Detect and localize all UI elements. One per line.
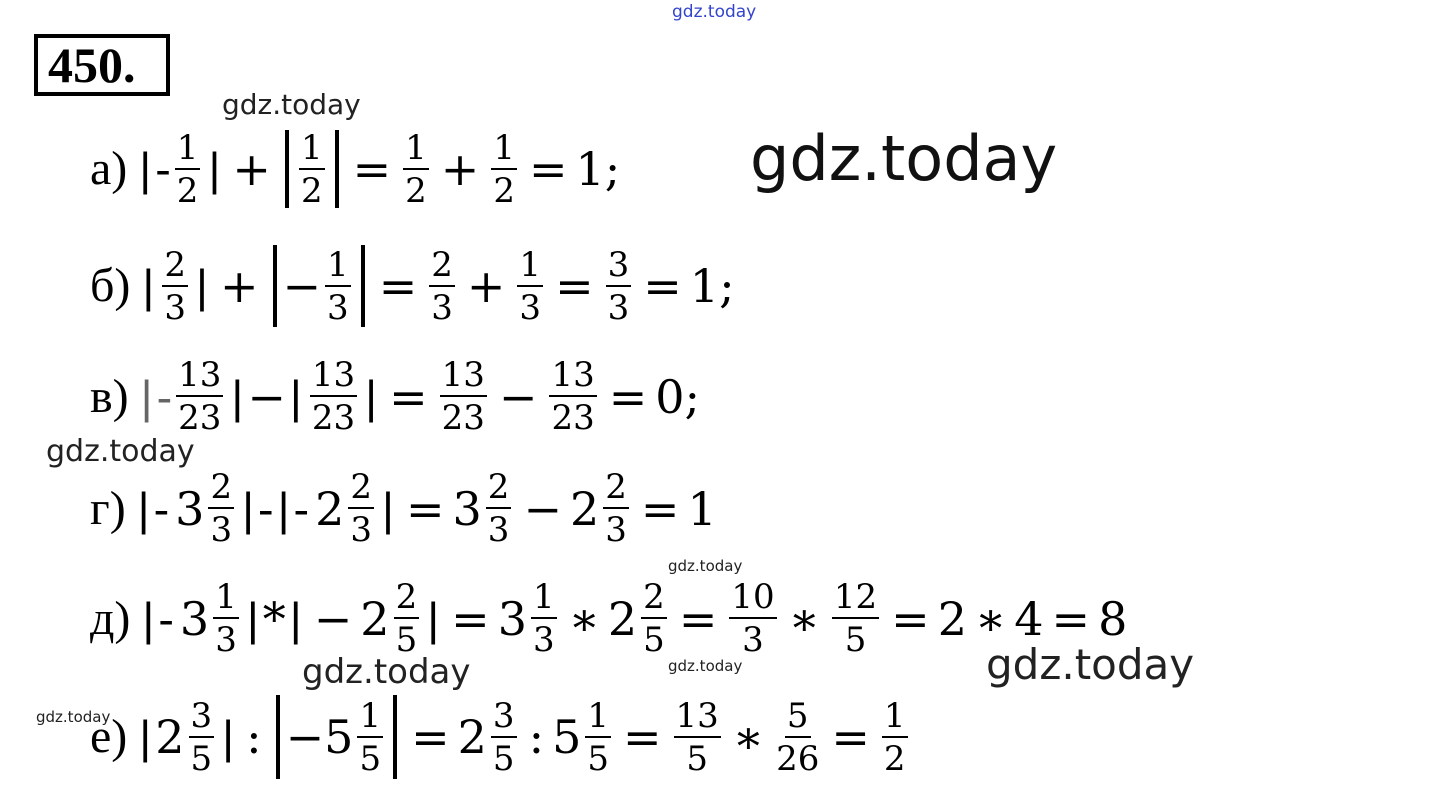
equals-sign: = [451,591,490,646]
minus-sign: - [156,369,173,424]
denominator: 3 [210,510,233,550]
abs-bar: | [196,260,208,312]
equals-sign: = [643,259,682,313]
whole-part: 2 [569,481,600,536]
denominator: 5 [190,738,213,779]
abs-bar-thick [276,695,280,779]
denominator: 5 [643,620,665,660]
multiply-sign: ∗ [974,591,1007,646]
fraction [213,577,239,660]
numerator: 5 [786,695,809,736]
fraction [325,244,351,328]
equals-sign: = [640,481,680,536]
fraction [394,577,420,660]
equals-sign: = [411,710,450,764]
denominator: 2 [176,170,199,211]
fraction [832,577,879,660]
fraction-result [882,695,908,779]
denominator: 3 [350,510,373,550]
whole-part: 3 [497,591,527,646]
denominator: 5 [686,738,708,779]
denominator: 23 [551,398,595,438]
multiply-sign: ∗ [568,591,600,646]
equals-sign: = [891,591,930,646]
minus-sign: - [293,481,310,536]
fraction [606,244,632,328]
denominator: 3 [487,510,510,550]
numerator: 13 [178,355,222,395]
watermark: gdz.today [36,708,111,726]
abs-bar: | [242,482,255,535]
equals-sign: = [352,142,392,196]
item-label: в) [90,369,129,423]
watermark: gdz.today [302,652,471,692]
minus-sign: − [498,369,538,424]
abs-bar: | [139,711,152,763]
fraction [531,577,557,660]
fraction [189,695,215,779]
numerator: 2 [643,577,665,617]
minus-sign: − [282,259,322,313]
numerator: 2 [605,467,627,507]
denominator: 2 [883,738,906,779]
abs-bar: | [140,370,153,423]
result: 1 [687,481,717,536]
denominator: 3 [532,620,555,660]
denominator: 5 [844,620,867,660]
denominator: 5 [395,620,418,660]
numerator: 1 [519,244,542,285]
numerator: 2 [210,467,233,507]
equation-row-d [90,577,1128,660]
fraction [491,695,517,779]
numerator: 2 [350,467,373,507]
numerator: 1 [883,695,906,736]
abs-bar: | [139,143,152,195]
denominator: 3 [519,287,542,328]
fraction [603,467,629,550]
problem-number: 450. [34,34,170,96]
plus-sign: + [232,142,271,196]
numerator: 1 [493,127,515,168]
denominator: 2 [300,170,323,211]
equals-sign: = [389,369,428,424]
result: 8 [1098,591,1128,646]
denominator: 3 [607,287,630,328]
watermark: gdz.today [668,557,743,575]
item-label: д) [90,591,131,645]
equals-sign: = [622,710,662,764]
equals-sign: = [405,481,445,536]
numerator: 1 [587,695,609,736]
whole-part: 2 [607,591,638,646]
whole-part: 3 [452,481,482,536]
abs-bar-thick [335,130,339,208]
equals-sign: = [378,259,418,313]
fraction [176,355,223,438]
numerator: 1 [532,577,555,617]
numerator: 2 [395,577,418,617]
denominator: 3 [605,510,627,550]
denominator: 3 [742,620,764,660]
abs-bar: | [365,370,378,423]
watermark: gdz.today [668,657,743,675]
fraction [310,355,357,438]
minus-sign: − [523,481,562,536]
fraction [175,127,201,211]
product-factor: 4 [1014,591,1044,646]
numerator: 13 [551,355,595,395]
abs-bar: | [246,592,259,645]
whole-part: 3 [179,591,210,646]
fraction [486,467,512,550]
numerator: 13 [675,695,719,736]
watermark-top: gdz.today [672,2,757,22]
abs-bar: | [289,592,302,645]
numerator: 13 [311,355,356,395]
abs-bar: | [222,711,235,763]
fraction [729,577,776,660]
fraction [641,577,667,660]
fraction [429,244,455,328]
abs-bar: | [142,260,155,312]
denominator: 23 [178,398,222,438]
fraction [357,695,383,779]
abs-bar-thick [393,695,397,779]
equals-sign: = [608,369,648,424]
plus-sign: + [440,142,480,196]
minus-sign: − [285,710,325,764]
equals-sign: = [555,259,594,313]
item-label: а) [90,142,128,195]
abs-bar: | [231,370,244,423]
division-sign: : [528,710,545,764]
numerator: 12 [833,577,878,617]
abs-bar-thick [361,245,365,327]
denominator: 5 [587,738,609,779]
fraction [440,355,487,438]
numerator: 1 [176,127,199,168]
whole-part: 2 [360,591,390,646]
abs-bar: | [137,482,150,535]
abs-bar-thick [285,130,289,208]
numerator: 2 [487,467,510,507]
whole-part: 5 [552,710,582,764]
fraction [776,695,820,779]
numerator: 1 [327,244,349,285]
whole-part: 2 [155,710,185,764]
fraction [517,244,543,328]
minus-sign: - [153,481,170,536]
division-sign: : [246,710,262,764]
whole-part: 2 [315,481,345,536]
denominator: 2 [493,170,515,211]
fraction [549,355,596,438]
numerator: 1 [359,695,382,736]
watermark: gdz.today [222,88,361,121]
fraction [585,695,611,779]
result: 1; [575,142,621,196]
equals-sign: = [528,142,568,196]
equation-row-a [90,127,621,211]
denominator: 3 [431,287,453,328]
denominator: 3 [215,620,237,660]
fraction [403,127,429,211]
equation-row-b [90,245,735,327]
abs-bar: | [277,482,290,535]
minus-sign: − [247,369,286,424]
plus-sign: + [466,259,506,313]
numerator: 1 [215,577,237,617]
fraction [208,467,234,550]
minus-sign: - [155,142,171,196]
abs-bar: | [382,482,394,535]
numerator: 1 [300,127,323,168]
denominator: 5 [492,738,515,779]
result: 1; [689,259,735,313]
watermark: gdz.today [986,640,1195,689]
multiply-sign: * [262,591,286,646]
watermark-large: gdz.today [750,122,1058,195]
minus-sign: − [313,591,353,646]
abs-bar: | [208,143,221,195]
numerator: 1 [405,127,427,168]
denominator: 3 [327,287,349,328]
numerator: 3 [492,695,515,736]
minus-sign: - [258,481,274,536]
equation-row-g [90,467,717,550]
denominator: 5 [359,738,382,779]
equation-row-v [90,355,701,438]
equation-row-e [90,695,912,779]
numerator: 13 [441,355,485,395]
equals-sign: = [1051,591,1091,646]
fraction [162,244,188,328]
abs-bar: | [289,370,302,423]
item-label: б) [90,259,131,312]
abs-bar: | [142,592,155,645]
denominator: 23 [441,398,485,438]
minus-sign: - [158,591,174,646]
numerator: 3 [607,244,630,285]
fraction [491,127,517,211]
abs-bar-thick [273,245,277,327]
denominator: 3 [164,287,186,328]
equals-sign: = [678,591,718,646]
watermark: gdz.today [46,434,195,469]
multiply-sign: ∗ [788,591,820,646]
denominator: 26 [776,738,820,779]
whole-part: 5 [324,710,354,764]
equals-sign: = [831,710,870,764]
fraction [299,127,325,211]
denominator: 23 [311,398,356,438]
numerator: 2 [164,244,186,285]
numerator: 3 [190,695,213,736]
numerator: 10 [731,577,775,617]
item-label: е) [90,710,128,763]
fraction [348,467,374,550]
fraction [674,695,721,779]
item-label: г) [90,481,126,535]
result: 0; [655,369,701,424]
plus-sign: + [219,259,259,313]
whole-part: 2 [457,710,487,764]
product-factor: 2 [937,591,967,646]
numerator: 2 [431,244,453,285]
denominator: 2 [405,170,427,211]
multiply-sign: ∗ [732,710,765,764]
whole-part: 3 [175,481,205,536]
abs-bar: | [427,592,440,645]
